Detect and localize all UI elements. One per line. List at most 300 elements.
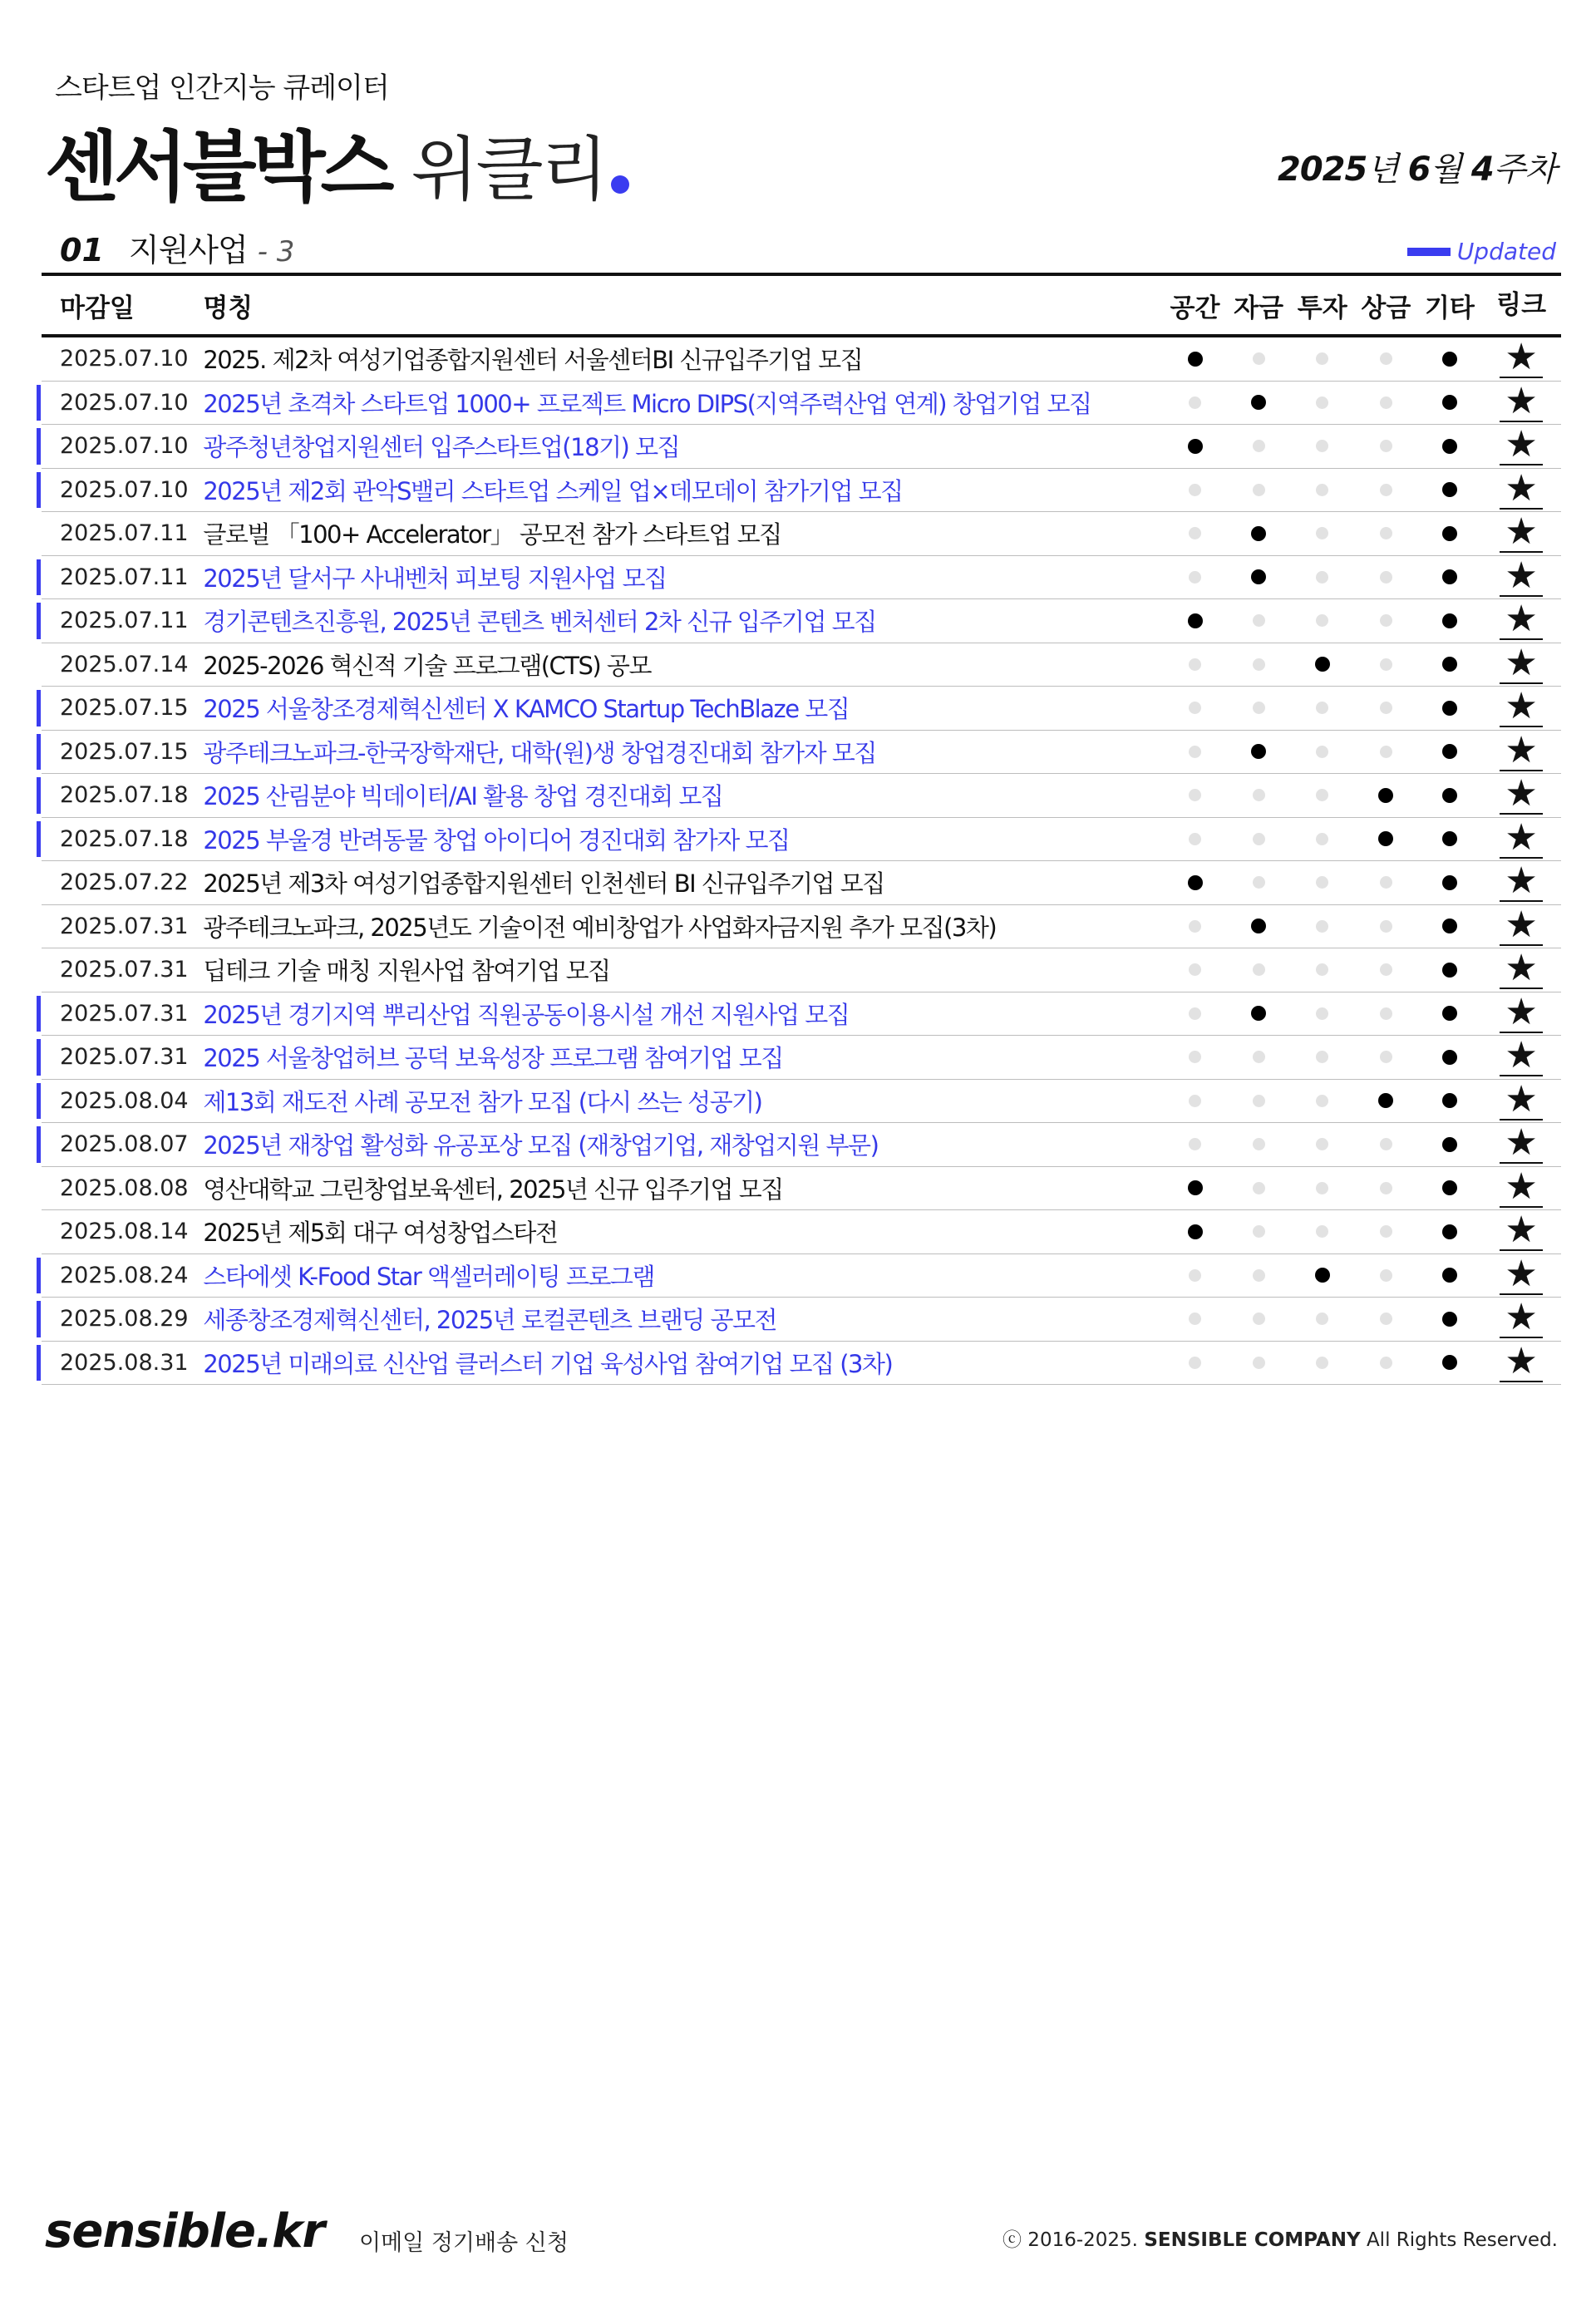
row-program-name[interactable]: 광주테크노파크, 2025년도 기술이전 예비창업가 사업화자금지원 추가 모집(3차): [203, 913, 997, 942]
filled-dot-icon: [1442, 1006, 1457, 1021]
row-prize-cell: [1354, 1051, 1418, 1063]
empty-dot-icon: [1380, 1182, 1392, 1194]
row-link-cell: [1481, 1034, 1561, 1077]
filled-dot-icon: [1188, 1224, 1203, 1239]
filled-dot-icon: [1251, 919, 1266, 933]
row-prize-cell: [1354, 571, 1418, 584]
star-link-icon[interactable]: ★: [1500, 732, 1542, 771]
updated-bar-icon: [1407, 248, 1451, 256]
empty-dot-icon: [1316, 1225, 1328, 1238]
row-program-name[interactable]: 딥테크 기술 매칭 지원사업 참여기업 모집: [203, 957, 610, 986]
empty-dot-icon: [1316, 396, 1328, 409]
row-deadline: 2025.07.10: [60, 476, 189, 503]
row-link-cell: [1481, 1296, 1561, 1339]
row-space-cell: [1163, 439, 1227, 454]
row-fund-cell: [1227, 1269, 1291, 1282]
empty-dot-icon: [1316, 920, 1328, 933]
row-etc-cell: [1418, 1180, 1482, 1195]
table-row: [42, 774, 1561, 818]
row-prize-cell: [1354, 1138, 1418, 1150]
empty-dot-icon: [1380, 1138, 1392, 1150]
empty-dot-icon: [1253, 352, 1265, 365]
row-link-cell: [1481, 947, 1561, 990]
row-etc-cell: [1418, 1268, 1482, 1283]
row-space-cell: [1163, 1095, 1227, 1107]
empty-dot-icon: [1253, 1269, 1265, 1282]
row-etc-cell: [1418, 919, 1482, 933]
row-invest-cell: [1290, 1313, 1354, 1325]
row-program-name[interactable]: 2025. 제2차 여성기업종합지원센터 서울센터BI 신규입주기업 모집: [203, 346, 863, 375]
empty-dot-icon: [1189, 1357, 1201, 1369]
empty-dot-icon: [1380, 1313, 1392, 1325]
empty-dot-icon: [1189, 1007, 1201, 1020]
row-fund-cell: [1227, 658, 1291, 671]
row-etc-cell: [1418, 701, 1482, 716]
row-program-name[interactable]: 2025 서울창업허브 공덕 보육성장 프로그램 참여기업 모집: [203, 1044, 783, 1073]
row-fund-cell: [1227, 1051, 1291, 1063]
row-program-name[interactable]: 2025년 미래의료 신산업 클러스터 기업 육성사업 참여기업 모집 (3차): [203, 1349, 893, 1378]
row-program-name[interactable]: 세종창조경제혁신센터, 2025년 로컬콘텐츠 브랜딩 공모전: [203, 1306, 777, 1335]
row-deadline: 2025.08.07: [60, 1131, 189, 1158]
empty-dot-icon: [1380, 920, 1392, 933]
row-invest-cell: [1290, 1225, 1354, 1238]
row-invest-cell: [1290, 527, 1354, 539]
star-link-icon[interactable]: ★: [1500, 1343, 1542, 1382]
row-space-cell: [1163, 875, 1227, 890]
empty-dot-icon: [1189, 527, 1201, 539]
empty-dot-icon: [1316, 1357, 1328, 1369]
empty-dot-icon: [1316, 614, 1328, 627]
star-link-icon[interactable]: ★: [1500, 1299, 1542, 1338]
row-deadline: 2025.07.18: [60, 782, 189, 809]
row-link-cell: [1481, 554, 1561, 597]
star-link-icon[interactable]: ★: [1500, 1256, 1542, 1295]
row-deadline: 2025.07.14: [60, 651, 189, 677]
row-etc-cell: [1418, 788, 1482, 803]
title-light: 위클리: [411, 129, 606, 210]
row-program-name[interactable]: 2025 산림분야 빅데이터/AI 활용 창업 경진대회 모집: [203, 782, 723, 811]
table-row: [42, 643, 1561, 687]
row-invest-cell: [1290, 963, 1354, 976]
row-invest-cell: [1290, 702, 1354, 714]
row-fund-cell: [1227, 702, 1291, 714]
col-etc: 기타: [1424, 293, 1475, 323]
row-fund-cell: [1227, 614, 1291, 627]
star-link-icon[interactable]: ★: [1500, 470, 1542, 510]
empty-dot-icon: [1189, 920, 1201, 933]
row-link-cell: [1481, 1339, 1561, 1382]
filled-dot-icon: [1442, 439, 1457, 454]
star-link-icon[interactable]: ★: [1500, 1212, 1542, 1251]
row-space-cell: [1163, 571, 1227, 584]
empty-dot-icon: [1189, 746, 1201, 758]
row-etc-cell: [1418, 352, 1482, 367]
filled-dot-icon: [1442, 744, 1457, 759]
table-row: [42, 512, 1561, 556]
row-etc-cell: [1418, 1224, 1482, 1239]
row-prize-cell: [1354, 527, 1418, 539]
row-invest-cell: [1290, 657, 1354, 672]
row-program-name[interactable]: 2025년 제5회 대구 여성창업스타전: [203, 1219, 558, 1248]
table-row: [42, 815, 1561, 862]
row-space-cell: [1163, 1313, 1227, 1325]
row-program-name[interactable]: 2025년 초격차 스타트업 1000+ 프로젝트 Micro DIPS(지역주력산업 연계) 창업기업 모집: [203, 389, 1091, 418]
col-fund: 자금: [1234, 293, 1284, 323]
title-bold: 센서블박스: [45, 123, 390, 212]
empty-dot-icon: [1253, 833, 1265, 845]
row-deadline: 2025.07.31: [60, 1044, 189, 1071]
row-program-name[interactable]: 글로벌 「100+ Accelerator」 공모전 참가 스타트업 모집: [203, 520, 781, 549]
star-link-icon[interactable]: ★: [1500, 950, 1542, 989]
row-invest-cell: [1290, 789, 1354, 801]
table-row: [42, 687, 1561, 731]
row-space-cell: [1163, 963, 1227, 976]
row-program-name[interactable]: 2025 부울경 반려동물 창업 아이디어 경진대회 참가자 모집: [203, 825, 790, 855]
star-link-icon[interactable]: ★: [1500, 863, 1542, 902]
star-link-icon[interactable]: ★: [1500, 994, 1542, 1033]
filled-dot-icon: [1188, 1180, 1203, 1195]
row-invest-cell: [1290, 920, 1354, 933]
empty-dot-icon: [1189, 396, 1201, 409]
row-fund-cell: [1227, 1095, 1291, 1107]
footer-logo[interactable]: sensible.kr: [45, 2204, 325, 2258]
filled-dot-icon: [1442, 657, 1457, 672]
empty-dot-icon: [1253, 1051, 1265, 1063]
filled-dot-icon: [1378, 788, 1393, 803]
empty-dot-icon: [1380, 876, 1392, 889]
row-etc-cell: [1418, 875, 1482, 890]
filled-dot-icon: [1442, 1050, 1457, 1065]
filled-dot-icon: [1315, 657, 1330, 672]
filled-dot-icon: [1315, 1268, 1330, 1283]
row-program-name[interactable]: 2025년 달서구 사내벤처 피보팅 지원사업 모집: [203, 564, 667, 593]
row-prize-cell: [1354, 440, 1418, 452]
filled-dot-icon: [1442, 613, 1457, 628]
table-row: [42, 861, 1561, 905]
row-invest-cell: [1290, 746, 1354, 758]
row-space-cell: [1163, 920, 1227, 933]
star-link-icon[interactable]: ★: [1500, 776, 1542, 815]
row-prize-cell: [1354, 614, 1418, 627]
filled-dot-icon: [1442, 1137, 1457, 1152]
row-program-name[interactable]: 2025년 제3차 여성기업종합지원센터 인천센터 BI 신규입주기업 모집: [203, 869, 884, 899]
col-name: 명칭: [203, 293, 254, 323]
filled-dot-icon: [1442, 875, 1457, 890]
row-deadline: 2025.07.11: [60, 608, 189, 634]
row-prize-cell: [1354, 831, 1418, 846]
row-space-cell: [1163, 484, 1227, 496]
row-space-cell: [1163, 1269, 1227, 1282]
row-program-name[interactable]: 2025년 재창업 활성화 유공포상 모집 (재창업기업, 재창업지원 부문): [203, 1131, 879, 1160]
row-deadline: 2025.08.08: [60, 1175, 189, 1201]
row-link-cell: [1481, 990, 1561, 1033]
row-invest-cell: [1290, 484, 1354, 496]
row-deadline: 2025.07.31: [60, 913, 189, 939]
empty-dot-icon: [1253, 1225, 1265, 1238]
col-link: 링크: [1496, 289, 1547, 320]
row-link-cell: [1481, 815, 1561, 859]
row-space-cell: [1163, 702, 1227, 714]
table-row: [42, 1254, 1561, 1298]
row-link-cell: [1481, 423, 1561, 466]
table-row: [42, 1167, 1561, 1211]
row-prize-cell: [1354, 1007, 1418, 1020]
empty-dot-icon: [1253, 440, 1265, 452]
row-fund-cell: [1227, 1357, 1291, 1369]
row-deadline: 2025.07.22: [60, 869, 189, 896]
empty-dot-icon: [1380, 746, 1392, 758]
row-prize-cell: [1354, 876, 1418, 889]
empty-dot-icon: [1380, 1269, 1392, 1282]
row-link-cell: [1481, 859, 1561, 903]
empty-dot-icon: [1380, 352, 1392, 365]
empty-dot-icon: [1253, 789, 1265, 801]
empty-dot-icon: [1316, 1182, 1328, 1194]
row-fund-cell: [1227, 395, 1291, 410]
empty-dot-icon: [1253, 1095, 1265, 1107]
star-link-icon[interactable]: ★: [1500, 1037, 1542, 1076]
star-link-icon[interactable]: ★: [1500, 558, 1542, 597]
filled-dot-icon: [1442, 482, 1457, 497]
row-etc-cell: [1418, 657, 1482, 672]
row-program-name[interactable]: 제13회 재도전 사례 공모전 참가 모집 (다시 쓰는 성공기): [203, 1087, 762, 1116]
row-prize-cell: [1354, 1313, 1418, 1325]
row-invest-cell: [1290, 571, 1354, 584]
section-title: 지원사업: [128, 232, 248, 268]
table-row: [42, 425, 1561, 469]
title-dot-icon: [611, 175, 629, 194]
row-fund-cell: [1227, 789, 1291, 801]
edition-label: [1278, 143, 1556, 190]
row-prize-cell: [1354, 788, 1418, 803]
row-prize-cell: [1354, 396, 1418, 409]
edition-week-suffix: 주차: [1493, 150, 1556, 189]
section-heading: [60, 224, 294, 270]
table-row: [42, 1210, 1561, 1254]
brand-subtitle: 스타트업 인간지능 큐레이터: [55, 71, 389, 105]
filled-dot-icon: [1188, 613, 1203, 628]
row-etc-cell: [1418, 613, 1482, 628]
star-link-icon[interactable]: ★: [1500, 1081, 1542, 1120]
row-fund-cell: [1227, 919, 1291, 933]
section-suffix: - 3: [257, 235, 295, 268]
filled-dot-icon: [1442, 831, 1457, 846]
empty-dot-icon: [1253, 614, 1265, 627]
row-link-cell: [1481, 1165, 1561, 1208]
star-link-icon[interactable]: ★: [1500, 820, 1542, 859]
row-link-cell: [1481, 1252, 1561, 1295]
row-etc-cell: [1418, 1006, 1482, 1021]
row-space-cell: [1163, 1224, 1227, 1239]
program-table: [42, 273, 1561, 1385]
table-row: [42, 1339, 1561, 1386]
row-etc-cell: [1418, 439, 1482, 454]
star-link-icon[interactable]: ★: [1500, 339, 1542, 378]
row-fund-cell: [1227, 744, 1291, 759]
row-prize-cell: [1354, 1225, 1418, 1238]
row-fund-cell: [1227, 1006, 1291, 1021]
row-link-cell: [1481, 336, 1561, 379]
row-program-name[interactable]: 경기콘텐츠진흥원, 2025년 콘텐츠 벤처센터 2차 신규 입주기업 모집: [203, 608, 876, 637]
star-link-icon[interactable]: ★: [1500, 907, 1542, 946]
filled-dot-icon: [1442, 788, 1457, 803]
empty-dot-icon: [1253, 658, 1265, 671]
empty-dot-icon: [1316, 484, 1328, 496]
row-invest-cell: [1290, 833, 1354, 845]
row-space-cell: [1163, 613, 1227, 628]
row-space-cell: [1163, 527, 1227, 539]
empty-dot-icon: [1316, 833, 1328, 845]
row-deadline: 2025.07.11: [60, 520, 189, 547]
filled-dot-icon: [1251, 744, 1266, 759]
row-space-cell: [1163, 789, 1227, 801]
empty-dot-icon: [1316, 527, 1328, 539]
star-link-icon[interactable]: ★: [1500, 426, 1542, 465]
row-fund-cell: [1227, 876, 1291, 889]
star-link-icon[interactable]: ★: [1500, 688, 1542, 727]
row-program-name[interactable]: 2025년 경기지역 뿌리산업 직원공동이용시설 개선 지원사업 모집: [203, 1000, 850, 1029]
table-body: [42, 337, 1561, 1385]
star-link-icon[interactable]: ★: [1500, 1169, 1542, 1208]
empty-dot-icon: [1380, 1225, 1392, 1238]
table-row: [42, 1077, 1561, 1124]
empty-dot-icon: [1316, 876, 1328, 889]
empty-dot-icon: [1316, 746, 1328, 758]
edition-year-suffix: 년: [1367, 150, 1398, 189]
row-space-cell: [1163, 1180, 1227, 1195]
filled-dot-icon: [1378, 1093, 1393, 1108]
row-prize-cell: [1354, 658, 1418, 671]
filled-dot-icon: [1251, 395, 1266, 410]
empty-dot-icon: [1189, 1269, 1201, 1282]
star-link-icon[interactable]: ★: [1500, 601, 1542, 640]
row-invest-cell: [1290, 1182, 1354, 1194]
filled-dot-icon: [1442, 1312, 1457, 1327]
row-fund-cell: [1227, 1225, 1291, 1238]
row-deadline: 2025.07.10: [60, 433, 189, 460]
empty-dot-icon: [1189, 1313, 1201, 1325]
row-fund-cell: [1227, 833, 1291, 845]
empty-dot-icon: [1316, 1051, 1328, 1063]
updated-legend: [1407, 238, 1556, 265]
empty-dot-icon: [1380, 1051, 1392, 1063]
row-invest-cell: [1290, 1138, 1354, 1150]
table-row: [42, 337, 1561, 382]
table-row: [42, 599, 1561, 643]
row-etc-cell: [1418, 526, 1482, 541]
star-link-icon[interactable]: ★: [1500, 645, 1542, 684]
row-program-name[interactable]: 2025-2026 혁신적 기술 프로그램(CTS) 공모: [203, 651, 651, 680]
col-prize: 상금: [1361, 293, 1411, 323]
filled-dot-icon: [1442, 352, 1457, 367]
star-link-icon[interactable]: ★: [1500, 514, 1542, 553]
updated-legend-label: Updated: [1456, 238, 1556, 265]
empty-dot-icon: [1380, 1007, 1392, 1020]
row-link-cell: [1481, 728, 1561, 771]
row-program-name[interactable]: 2025 서울창조경제혁신센터 X KAMCO Startup TechBlaze 모집: [203, 695, 850, 724]
empty-dot-icon: [1253, 1357, 1265, 1369]
table-row: [42, 556, 1561, 600]
empty-dot-icon: [1380, 396, 1392, 409]
row-prize-cell: [1354, 352, 1418, 365]
empty-dot-icon: [1253, 1313, 1265, 1325]
row-deadline: 2025.08.14: [60, 1219, 189, 1245]
empty-dot-icon: [1380, 658, 1392, 671]
table-row: [42, 1298, 1561, 1342]
row-link-cell: [1481, 1209, 1561, 1252]
row-link-cell: [1481, 379, 1561, 422]
row-deadline: 2025.08.04: [60, 1087, 189, 1114]
row-program-name[interactable]: 2025년 제2회 관악S밸리 스타트업 스케일 업×데모데이 참가기업 모집: [203, 476, 903, 505]
empty-dot-icon: [1380, 614, 1392, 627]
row-space-cell: [1163, 352, 1227, 367]
empty-dot-icon: [1316, 702, 1328, 714]
table-row: [42, 992, 1561, 1037]
star-link-icon[interactable]: ★: [1500, 1125, 1542, 1164]
copyright-prefix: ⓒ 2016-2025.: [1002, 2229, 1138, 2251]
empty-dot-icon: [1189, 789, 1201, 801]
edition-month-suffix: 월: [1430, 150, 1462, 189]
empty-dot-icon: [1189, 833, 1201, 845]
row-etc-cell: [1418, 569, 1482, 584]
row-program-name[interactable]: 광주테크노파크-한국장학재단, 대학(원)생 창업경진대회 참가자 모집: [203, 738, 876, 767]
empty-dot-icon: [1380, 963, 1392, 976]
row-etc-cell: [1418, 1312, 1482, 1327]
row-invest-cell: [1290, 1268, 1354, 1283]
row-link-cell: [1481, 598, 1561, 641]
filled-dot-icon: [1442, 526, 1457, 541]
filled-dot-icon: [1442, 963, 1457, 978]
row-etc-cell: [1418, 482, 1482, 497]
row-link-cell: [1481, 510, 1561, 554]
row-space-cell: [1163, 396, 1227, 409]
empty-dot-icon: [1189, 1051, 1201, 1063]
empty-dot-icon: [1189, 963, 1201, 976]
row-deadline: 2025.07.18: [60, 825, 189, 852]
row-program-name[interactable]: 스타에셋 K-Food Star 액셀러레이팅 프로그램: [203, 1262, 654, 1291]
row-prize-cell: [1354, 746, 1418, 758]
row-invest-cell: [1290, 440, 1354, 452]
row-prize-cell: [1354, 1093, 1418, 1108]
empty-dot-icon: [1316, 1007, 1328, 1020]
empty-dot-icon: [1316, 1138, 1328, 1150]
table-row: [42, 728, 1561, 775]
table-row: [42, 948, 1561, 992]
row-program-name[interactable]: 광주청년창업지원센터 입주스타트업(18기) 모집: [203, 433, 680, 462]
filled-dot-icon: [1378, 831, 1393, 846]
filled-dot-icon: [1442, 1355, 1457, 1370]
row-etc-cell: [1418, 1093, 1482, 1108]
row-deadline: 2025.07.10: [60, 346, 189, 372]
filled-dot-icon: [1442, 395, 1457, 410]
row-invest-cell: [1290, 352, 1354, 365]
row-invest-cell: [1290, 1095, 1354, 1107]
star-link-icon[interactable]: ★: [1500, 383, 1542, 422]
empty-dot-icon: [1380, 571, 1392, 584]
copyright: [1002, 2224, 1558, 2252]
row-deadline: 2025.07.15: [60, 695, 189, 722]
subscribe-link[interactable]: 이메일 정기배송 신청: [359, 2230, 569, 2256]
filled-dot-icon: [1442, 701, 1457, 716]
row-fund-cell: [1227, 1313, 1291, 1325]
row-invest-cell: [1290, 1007, 1354, 1020]
row-deadline: 2025.07.11: [60, 564, 189, 590]
row-deadline: 2025.08.31: [60, 1349, 189, 1376]
row-link-cell: [1481, 466, 1561, 510]
filled-dot-icon: [1188, 875, 1203, 890]
empty-dot-icon: [1316, 963, 1328, 976]
row-program-name[interactable]: 영산대학교 그린창업보육센터, 2025년 신규 입주기업 모집: [203, 1175, 783, 1204]
